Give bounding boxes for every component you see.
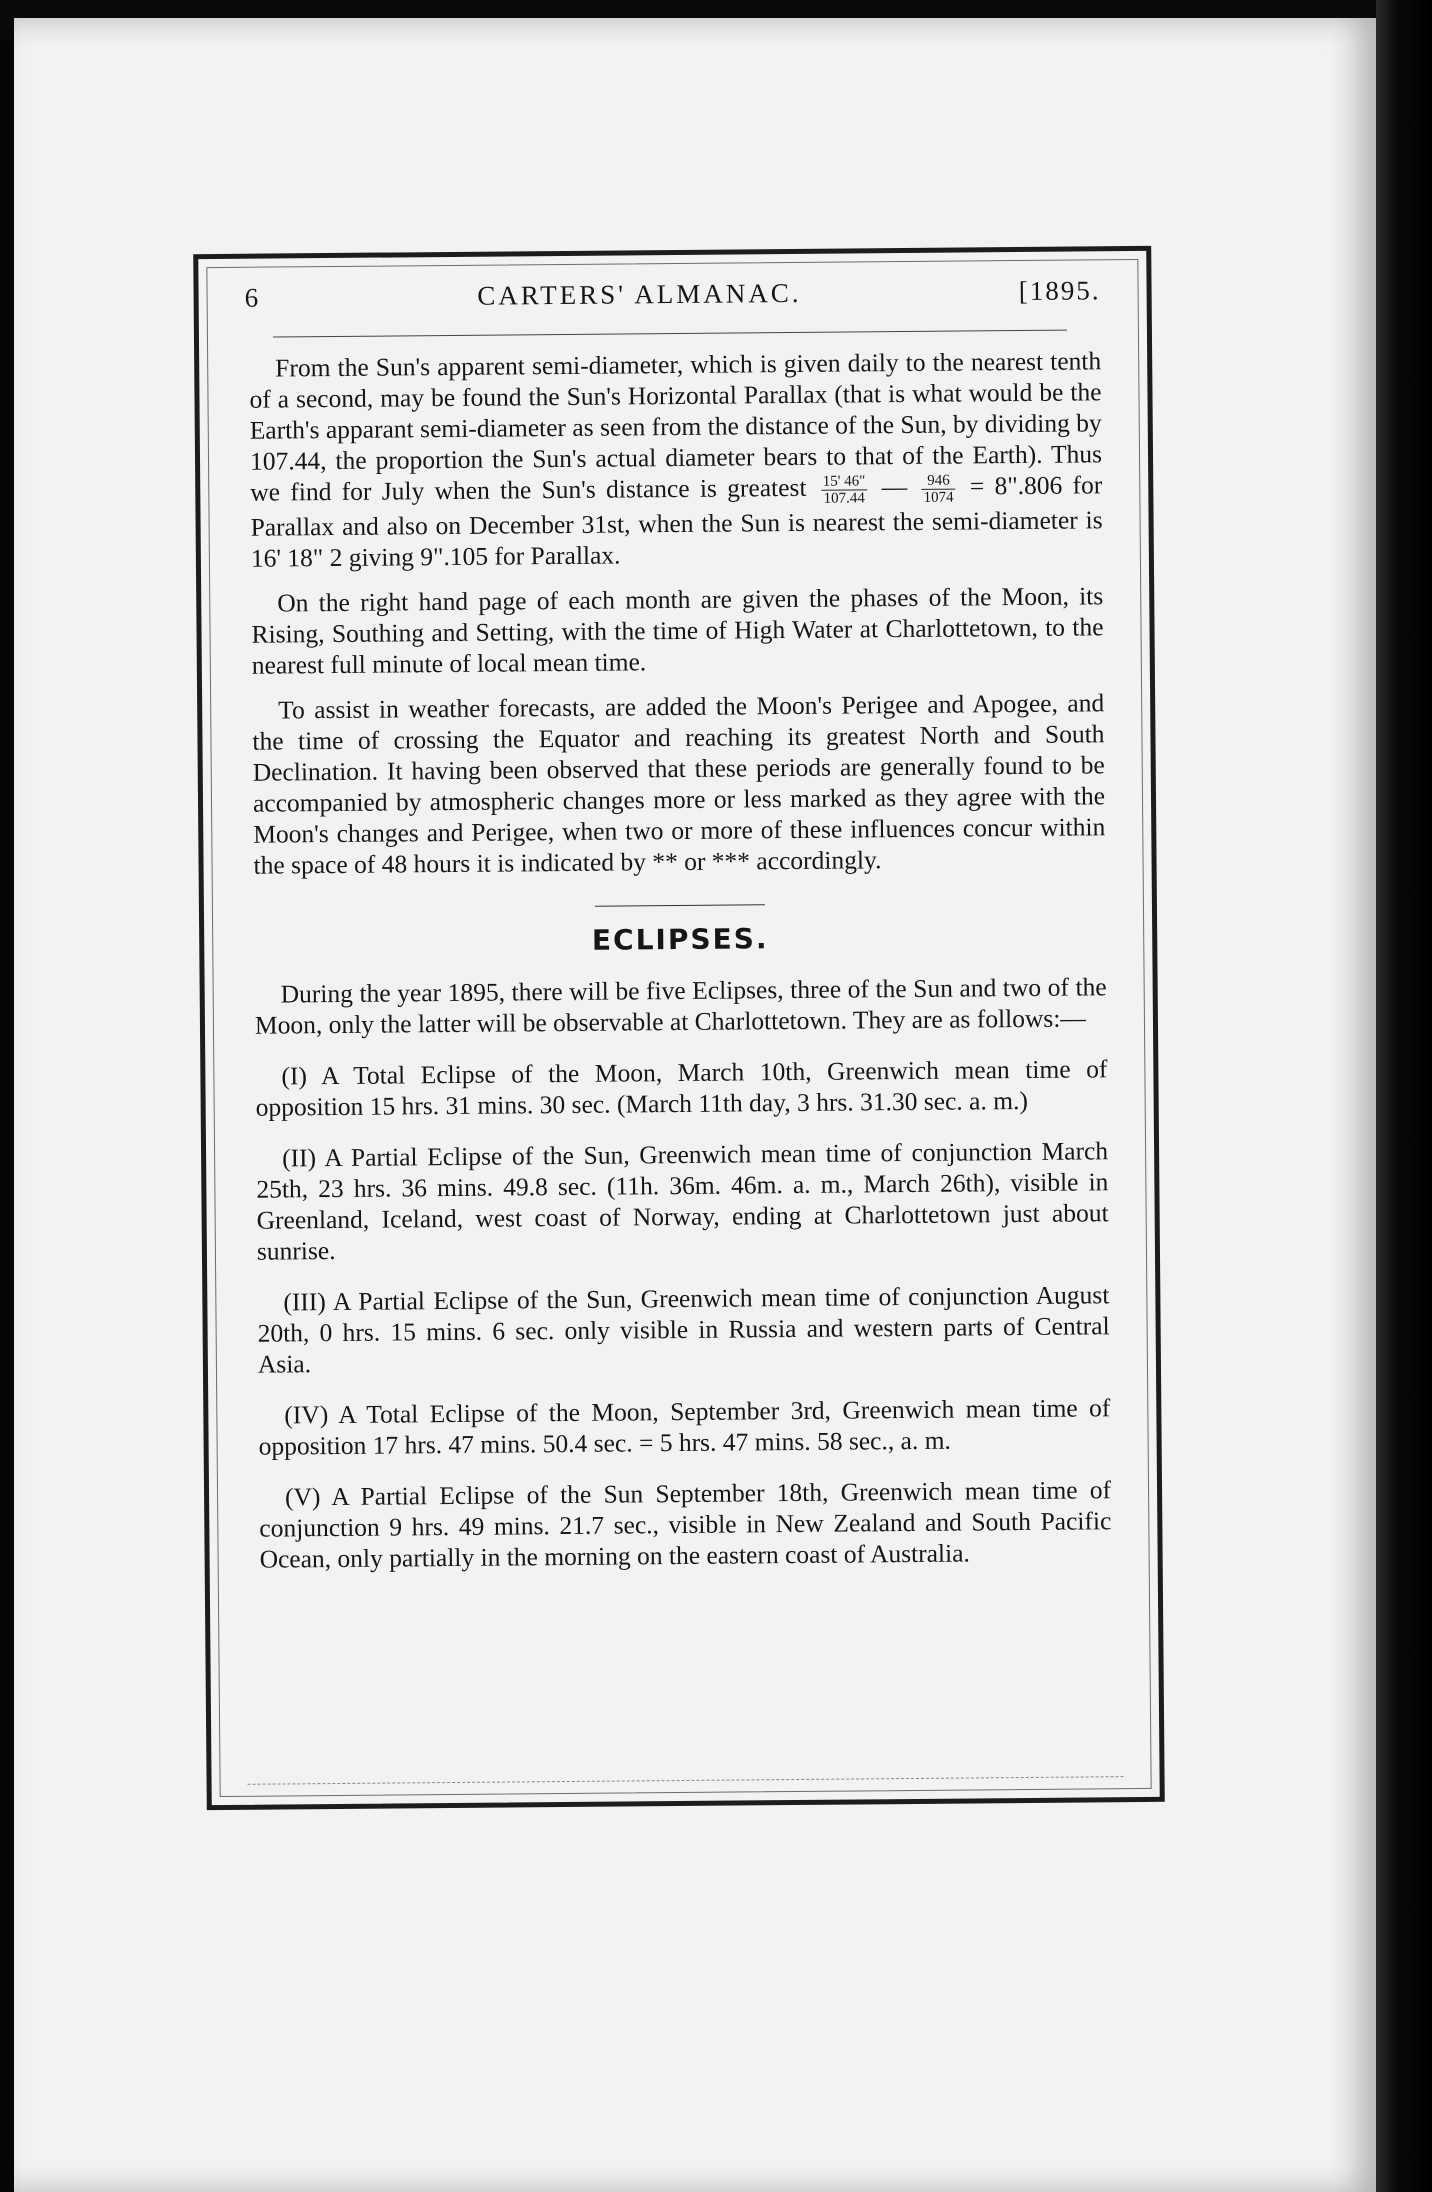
page-number: 6 (244, 282, 261, 313)
page-frame (193, 246, 1165, 1810)
fraction-ratio (921, 472, 955, 505)
page-body (249, 345, 1112, 1594)
paragraph-parallax (249, 345, 1103, 573)
eclipses-heading: ECLIPSES. (591, 921, 769, 957)
section-divider (595, 904, 765, 906)
eclipses-intro: During the year 1895, there will be five Eclipses, three of the Sun and two of the Moon, only the latter will be observable at Charlottetown. They are as follows:— (254, 971, 1107, 1040)
fraction-denominator: 1074 (923, 489, 954, 506)
eclipse-item: (V) A Partial Eclipse of the Sun September 18th, Greenwich mean time of conjunction 9 hrs. 49 mins. 21.7 sec., visible in New Zealand and South Pacific Ocean, only partially in the morning on the eastern coast of Australia. (259, 1474, 1112, 1574)
eclipse-item: (II) A Partial Eclipse of the Sun, Greenwich mean time of conjunction March 25th, 23 hrs. 36 mins. 49.8 sec. (11h. 36m. 46m. a. m., March 26th), visible in Greenland, Iceland, west coast of Norway, ending at Charlottetown just about sunrise. (256, 1135, 1109, 1266)
book-spine-edge (1376, 0, 1432, 2192)
eclipse-item: (III) A Partial Eclipse of the Sun, Greenwich mean time of conjunction August 20th, 0 hrs. 15 mins. 6 sec. only visible in Russia and western parts of Central Asia. (257, 1279, 1110, 1379)
paragraph-parallax-text-b: = 8".806 for Parallax and also on December 31st, when the Sun is nearest the semi-diameter is 16' 18" 2 giving 9".105 for Parallax. (250, 470, 1103, 573)
fraction-numerator: 946 (921, 472, 955, 489)
paragraph-parallax-text-a: From the Sun's apparent semi-diameter, which is given daily to the nearest tenth of a second, may be found the Sun's Horizontal Parallax (that is what would be the Earth's apparant semi-diameter as seen from the distance of the Sun, by dividing by 107.44, the proportion the Sun's actual diameter bears to that of the Earth). Thus we find for July when the Sun's distance is greatest (249, 346, 1103, 507)
minus-sign: — (881, 471, 908, 502)
eclipse-item: (IV) A Total Eclipse of the Moon, September 3rd, Greenwich mean time of opposition 17 hrs. 47 mins. 50.4 sec. = 5 hrs. 47 mins. 58 sec., a. m. (258, 1392, 1111, 1461)
paragraph-weather: To assist in weather forecasts, are added the Moon's Perigee and Apogee, and the time of crossing the Equator and reaching its greatest North and South Declination. It having been observed that these periods are generally found to be accompanied by atmospheric changes more or less marked as they agree with the Moon's changes and Perigee, when two or more of these influences concur within the space of 48 hours it is indicated by ** or *** accordingly. (252, 687, 1106, 880)
running-title: CARTERS' ALMANAC. (477, 277, 802, 311)
paragraph-moon-phases: On the right hand page of each month are given the phases of the Moon, its Rising, Southing and Setting, with the time of High Water at Charlottetown, to the nearest full minute of local mean time. (251, 580, 1104, 680)
eclipse-item: (I) A Total Eclipse of the Moon, March 10th, Greenwich mean time of opposition 15 hrs. 31 mins. 30 sec. (March 11th day, 3 hrs. 31.30 sec. a. m.) (255, 1053, 1108, 1122)
year-label: [1895. (1018, 275, 1101, 307)
eclipses-section (255, 971, 1112, 1574)
fraction-denominator: 107.44 (823, 489, 865, 507)
fraction-semi-diameter (821, 473, 868, 506)
fraction-numerator: 15' 46" (821, 473, 868, 490)
